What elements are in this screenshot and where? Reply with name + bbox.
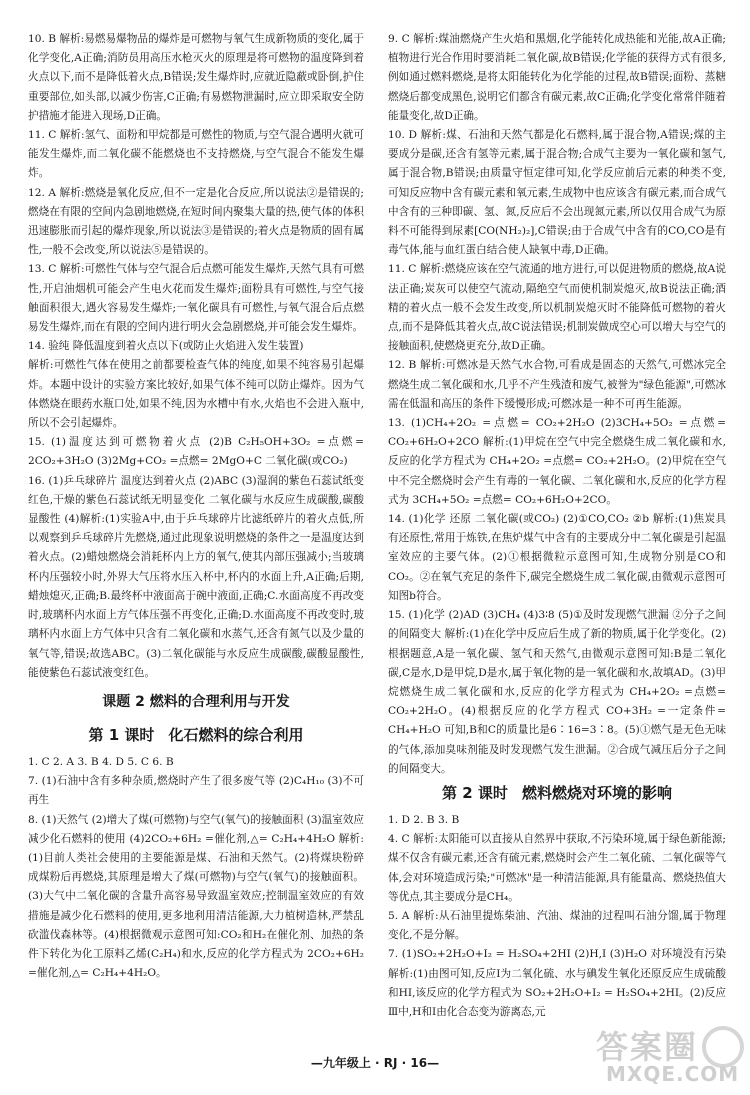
answer-paragraph: 15. (1)温度达到可燃物着火点 (2)B C₂H₅OH+3O₂ =点燃= 2CO₂+3H₂O (3)2Mg+CO₂ =点燃= 2MgO+C 二氧化碳(或CO₂) [28, 436, 364, 468]
answer-paragraph: 5. A 解析:从石油里提炼柴油、汽油、煤油的过程叫石油分馏,属于物理变化,不是分解。 [388, 909, 726, 942]
answer-paragraph: 13. (1)CH₄+2O₂ =点燃= CO₂+2H₂O (2)3CH₄+5O₂ =点燃= CO₂+6H₂O+2CO 解析:(1)甲烷在空气中完全燃烧生成二氧化碳和水,反应的化学方程式为 CH₄+2O₂ =点燃= CO₂+2H₂O。(2)甲烷在空气中不完全燃烧时会产生有毒的一氧化碳、二氧化碳和水,反应的化学方程式为 3CH₄+5O₂ =点燃= CO₂+6H₂O+2CO。 [388, 417, 726, 506]
watermark-text: 答案圈 [596, 1028, 699, 1066]
answer-paragraph: 1. C 2. A 3. B 4. D 5. C 6. B [28, 755, 174, 768]
lesson-1-name: 化石燃料的综合利用 [168, 725, 304, 744]
section-title: 课题 2 燃料的合理利用与开发 [102, 693, 290, 710]
right-paras-b [388, 811, 726, 1022]
answer-paragraph: 1. D 2. B 3. B [388, 813, 460, 826]
answer-paragraph: 14. (1)化学 还原 二氧化碳(或CO₂) (2)①CO,CO₂ ②b 解析:(1)焦炭具有还原性,常用于炼铁,在焦炉煤气中含有的主要成分中二氧化碳是引起温室效应的主要气体。(2)①根据微粒示意图可知,生成物分别是CO和CO₂。②在氧气充足的条件下,碳完全燃烧生成二氧化碳,由微观示意图可知图b符合。 [388, 513, 726, 602]
lesson-1-title [28, 721, 364, 749]
answer-paragraph: 12. A 解析:燃烧是氧化反应,但不一定是化合反应,所以说法②是错误的;燃烧在有限的空间内急剧地燃烧,在短时间内聚集大量的热,使气体的体积迅速膨胀而引起的爆炸现象,所以说法③是错误的;着火点是物质的固有属性,一般不会改变,所以说法⑤是错误的。 [28, 186, 364, 257]
answer-paragraph: 10. B 解析:易燃易爆物品的爆炸是可燃物与氧气生成新物质的变化,属于化学变化,A正确;消防员用高压水枪灭火的原理是将可燃物的温度降到着火点以下,而不是降低着火点,B错误;发生爆炸时,应就近隐蔽或卧倒,护住重要部位,如头部,以减少伤害,C正确;有易燃物泄漏时,应立即采取安全防护措施才能进入现场,D正确。 [28, 33, 364, 122]
page-footer: —九年级上 · RJ · 16— [310, 1056, 440, 1070]
lesson-2-title [388, 779, 726, 807]
right-paras-a [388, 30, 726, 779]
answer-paragraph: 12. B 解析:可燃冰是天然气水合物,可看成是固态的天然气,可燃冰完全燃烧生成二氧化碳和水,几乎不产生残渣和废气,被誉为"绿色能源",可燃冰需在低温和高压的条件下缓慢形成;可燃冰是一种不可再生能源。 [388, 359, 726, 410]
left-paras-b [28, 753, 364, 983]
answer-paragraph: 15. (1)化学 (2)AD (3)CH₄ (4)3∶8 (5)①及时发现燃气泄漏 ②分子之间的间隔变大 解析:(1)在化学中反应后生成了新的物质,属于化学变化。(2)根据题意,A是一氧化碳、氢气和天然气,由微观示意图可知:B是二氧化碳,C是水,D是甲烷,D是水,属于氧化物的是一氧化碳和水,故填AD。(3)甲烷燃烧生成二氧化碳和水,反应的化学方程式为 CH₄+2O₂ =点燃= CO₂+2H₂O。(4)根据反应的化学方程式 CO+3H₂ =一定条件= CH₄+H₂O 可知,B和C的质量比是6∶16=3∶8。(5)①燃气是无色无味的气体,添加臭味剂能及时发现燃气发生泄漏。②合成气减压后分子之间的间隔变大。 [388, 609, 726, 775]
lesson-1-number: 第 1 课时 [88, 725, 155, 744]
answer-paragraph: 4. C 解析:太阳能可以直接从自然界中获取,不污染环境,属于绿色新能源;煤不仅含有碳元素,还含有硫元素,燃烧时会产生二氧化硫、二氧化碳等气体,会对环境造成污染;"可燃冰"是一种清洁能源,具有能量高、燃烧热值大等优点,其主要成分是CH₄。 [388, 833, 726, 903]
watermark-logo [596, 1022, 746, 1090]
answer-paragraph: 16. (1)乒乓球碎片 温度达到着火点 (2)ABC (3)湿润的紫色石蕊试纸变红色,干燥的紫色石蕊试纸无明显变化 二氧化碳与水反应生成碳酸,碳酸显酸性 (4)解析:(1)实验A中,由于乒乓球碎片比滤纸碎片的着火点低,所以观察到乒乓球碎片先燃烧,通过此现象说明燃烧的条件之一是温度达到着火点。(2)蜡烛燃烧会消耗杯内上方的氧气,使其内部压强减小;当玻璃杯内压强较小时,外界大气压将水压入杯中,杯内的水面上升,A正确;后期,蜡烛熄灭,正确;B.最终杯中液面高于碗中液面,正确;C.水面高度不再改变时,玻璃杯内水面上方气体压强不再变化,正确;D.水面高度不再改变时,玻璃杯内水面上方气体中只含有二氧化碳和水蒸气,还含有氮气以及少量的氧气等,错误;故选ABC。(3)二氧化碳能与水反应生成碳酸,碳酸显酸性,能使紫色石蕊试液变红色。 [28, 474, 364, 679]
left-column [28, 30, 364, 983]
answer-paragraph: 8. (1)天然气 (2)增大了煤(可燃物)与空气(氧气)的接触面积 (3)温室效应 减少化石燃料的使用 (4)2CO₂+6H₂ =催化剂,△= C₂H₄+4H₂O 解析:(1)目前人类社会使用的主要能源是煤、石油和天然气。(2)将煤块粉碎成煤粉后再燃烧,其原理是增大了煤(可燃物)与空气(氧气)的接触面积。(3)大气中二氧化碳的含量升高容易导致温室效应;控制温室效应的有效措施是减少化石燃料的使用,更多地利用清洁能源,大力植树造林,严禁乱砍滥伐森林等。(4)根据微观示意图可知:CO₂和H₂在催化剂、加热的条件下转化为化工原料乙烯(C₂H₄)和水,反应的化学方程式为 2CO₂+6H₂ =催化剂,△= C₂H₄+4H₂O。 [28, 813, 365, 980]
lesson-2-name: 燃料燃烧对环境的影响 [521, 783, 672, 802]
answer-paragraph: 7. (1)SO₂+2H₂O+I₂ = H₂SO₄+2HI (2)H,I (3)H₂O 对环境没有污染 解析:(1)由图可知,反应Ⅰ为二氧化硫、水与碘发生氧化还原反应生成硫酸和HI,该反应的化学方程式为 SO₂+2H₂O+I₂ = H₂SO₄+2HI。(2)反应Ⅲ中,H和I由化合态变为游离态,元 [388, 948, 726, 1018]
lesson-2-number: 第 2 课时 [442, 783, 508, 802]
answer-paragraph: 11. C 解析:氢气、面粉和甲烷都是可燃性的物质,与空气混合遇明火就可能发生爆炸,而二氧化碳不能燃烧也不支持燃烧,与空气混合不能发生爆炸。 [28, 129, 364, 180]
answer-paragraph: 9. C 解析:煤油燃烧产生火焰和黑烟,化学能转化成热能和光能,故A正确;植物进行光合作用时要消耗二氧化碳,故B错误;化学能的获得方式有很多,例如通过燃料燃烧,是将太阳能转化为化学能的过程,故B错误;面粉、蒸糖燃烧后都变成黑色,说明它们都含有碳元素,故C正确;化学变化常常伴随着能量变化,故D正确。 [388, 33, 726, 122]
answer-paragraph: 11. C 解析:燃烧应该在空气流通的地方进行,可以促进物质的燃烧,故A说法正确;炭灰可以使空气流动,隔绝空气而使机制炭熄灭,故B说法正确;酒精的着火点一般不会发生改变,所以机制炭熄灭时不能降低可燃物的着火点,而不是降低其着火点,故C说法错误;机制炭做成空心可以增大与空气的接触面积,使燃烧更充分,故D正确。 [388, 263, 726, 353]
answer-paragraph: 10. D 解析:煤、石油和天然气都是化石燃料,属于混合物,A错误;煤的主要成分是碳,还含有氢等元素,属于混合物;合成气主要为一氧化碳和氢气,属于混合物,B错误;由质量守恒定律可知,化学反应前后元素的种类不变,可知反应物中含有碳元素和氧元素,生成物中也应该含有碳元素,而合成气中含有的三种即碳、氢、氮,反应后不会出现氮元素,所以仅用合成气为原料不可能得到尿素[CO(NH₂)₂],C错误;由于合成气中含有的CO,CO是有毒气体,能与血红蛋白结合使人缺氧中毒,D正确。 [388, 129, 726, 257]
answer-paragraph: 7. (1)石油中含有多种杂质,燃烧时产生了很多废气等 (2)C₄H₁₀ (3)不可再生 [28, 775, 364, 807]
answer-paragraph: 解析:可燃性气体在使用之前都要检查气体的纯度,如果不纯容易引起爆炸。本题中设计的实验方案比较好,如果气体不纯可以防止爆炸。因为气体燃烧在眼药水瓶口处,如果不纯,因为水槽中有水,火焰也不会进入瓶中,所以不会引起爆炸。 [28, 359, 364, 430]
answer-paragraph: 14. 验纯 降低温度到着火点以下(或防止火焰进入发生装置) [28, 340, 304, 353]
answer-paragraph: 13. C 解析:可燃性气体与空气混合后点燃可能发生爆炸,天然气具有可燃性,开启油烟机可能会产生电火花而发生爆炸;面粉具有可燃性,与空气接触面积很大,遇火容易发生爆炸;一氧化碳具有可燃性,与氧气混合后点燃易发生爆炸,而在有限的空间内进行明火会急剧燃烧,并可能会发生爆炸。 [28, 263, 364, 334]
watermark-url: MXQE.COM [606, 1062, 740, 1086]
right-column [388, 30, 726, 1022]
left-paras-a [28, 30, 364, 683]
